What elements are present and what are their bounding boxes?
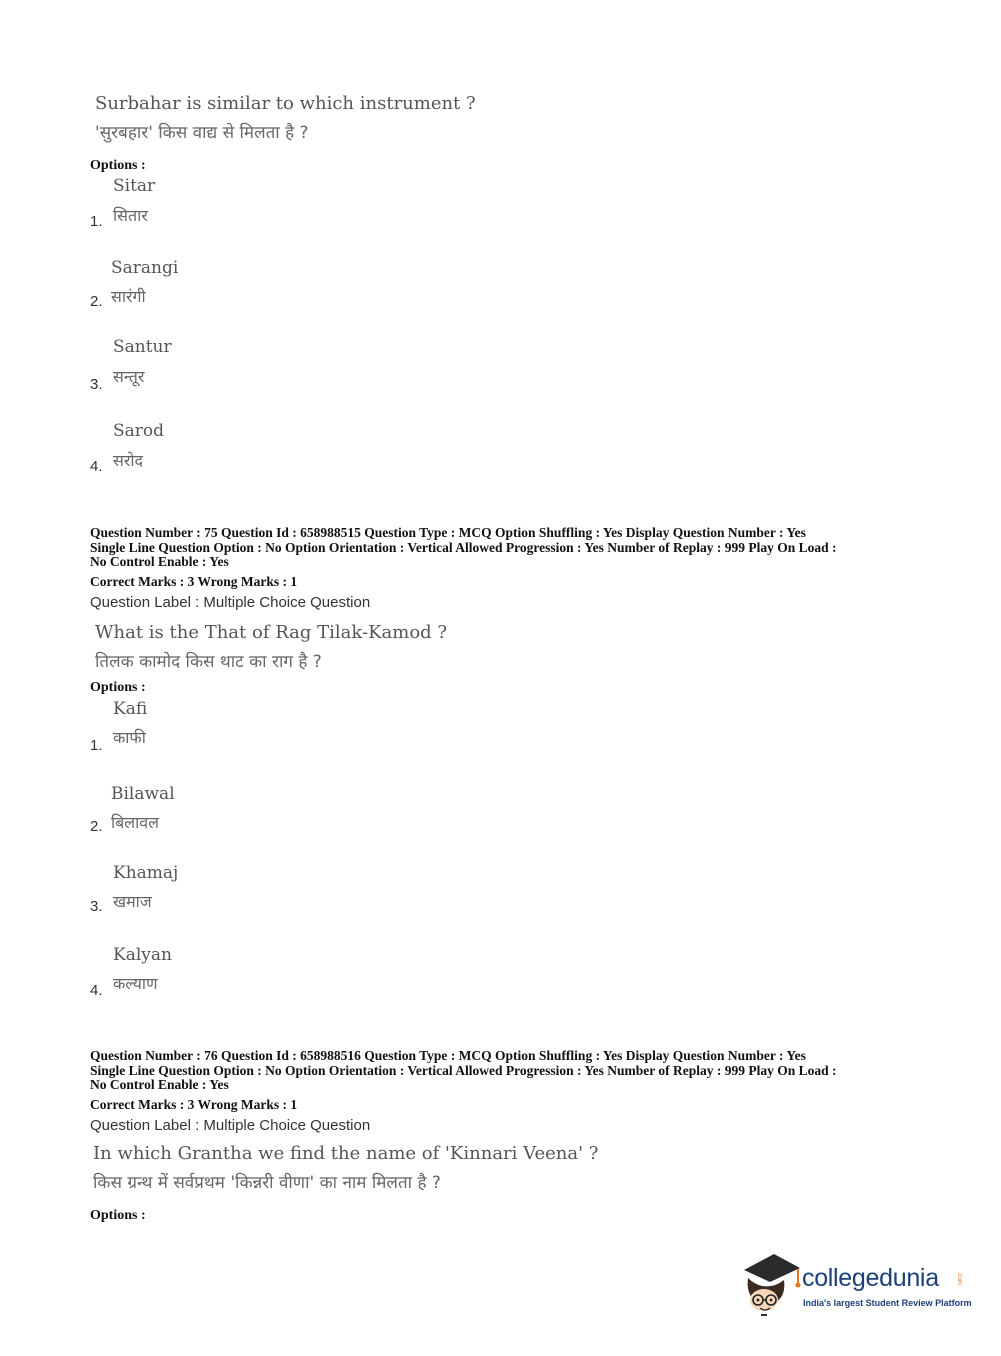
question-meta-line1: Question Number : 76 Question Id : 658988516 Question Type : MCQ Option Shuffling : Yes Display Question Number : Yes <box>90 1048 806 1063</box>
question-text-en: In which Grantha we find the name of 'Kinnari Veena' ? <box>93 1143 599 1164</box>
question-text-hi: 'सुरबहार' किस वाद्य से मिलता है ? <box>95 123 309 143</box>
option-text-en: Santur <box>113 337 172 357</box>
logo-domain-suffix: .com <box>956 1272 962 1286</box>
question-label: Question Label : Multiple Choice Question <box>90 594 371 611</box>
question-meta-line1: Question Number : 75 Question Id : 658988515 Question Type : MCQ Option Shuffling : Yes Display Question Number : Yes <box>90 525 806 540</box>
option-number: 3. <box>90 376 103 393</box>
question-label: Question Label : Multiple Choice Question <box>90 1117 371 1134</box>
option-text-en: Kalyan <box>113 945 172 965</box>
option-text-en: Sarod <box>113 421 165 441</box>
question-text-hi: किस ग्रन्थ में सर्वप्रथम 'किन्नरी वीणा' का नाम मिलता है ? <box>93 1173 441 1193</box>
option-number: 4. <box>90 458 103 475</box>
option-text-en: Khamaj <box>113 863 179 883</box>
option-number: 4. <box>90 982 103 999</box>
question-text-en: Surbahar is similar to which instrument ? <box>95 93 476 114</box>
option-number: 3. <box>90 898 103 915</box>
question-marks: Correct Marks : 3 Wrong Marks : 1 <box>90 574 298 589</box>
question-meta-line2: Single Line Question Option : No Option Orientation : Vertical Allowed Progression : Yes Number of Replay : 999 Play On Load : <box>90 1063 837 1078</box>
option-text-hi: काफी <box>113 728 146 747</box>
question-marks: Correct Marks : 3 Wrong Marks : 1 <box>90 1097 298 1112</box>
question-meta-line3: No Control Enable : Yes <box>90 554 229 569</box>
question-text-hi: तिलक कामोद किस थाट का राग है ? <box>95 652 322 672</box>
option-text-hi: सितार <box>113 206 148 225</box>
option-number: 2. <box>90 818 103 835</box>
logo-underline <box>761 1314 767 1316</box>
option-text-en: Bilawal <box>111 784 175 804</box>
option-number: 1. <box>90 213 103 230</box>
option-text-hi: सरोद <box>113 451 144 470</box>
option-text-hi: खमाज <box>113 892 152 911</box>
options-heading: Options : <box>90 1208 146 1223</box>
logo-tagline: India's largest Student Review Platform <box>803 1298 972 1308</box>
option-text-hi: बिलावल <box>111 813 160 832</box>
options-heading: Options : <box>90 158 146 173</box>
logo-wordmark: collegedunia <box>802 1264 939 1292</box>
question-text-en: What is the That of Rag Tilak-Kamod ? <box>95 622 448 643</box>
mascot-icon <box>740 1248 802 1318</box>
option-number: 1. <box>90 737 103 754</box>
option-text-en: Kafi <box>113 699 148 719</box>
option-number: 2. <box>90 293 103 310</box>
option-text-hi: सारंगी <box>111 287 146 306</box>
option-text-en: Sarangi <box>111 258 179 278</box>
question-meta-line3: No Control Enable : Yes <box>90 1077 229 1092</box>
option-text-hi: सन्तूर <box>113 367 145 386</box>
options-heading: Options : <box>90 680 146 695</box>
collegedunia-logo[interactable] <box>740 1248 970 1318</box>
option-text-en: Sitar <box>113 176 156 196</box>
option-text-hi: कल्याण <box>113 974 158 993</box>
question-meta-line2: Single Line Question Option : No Option Orientation : Vertical Allowed Progression : Yes Number of Replay : 999 Play On Load : <box>90 540 837 555</box>
